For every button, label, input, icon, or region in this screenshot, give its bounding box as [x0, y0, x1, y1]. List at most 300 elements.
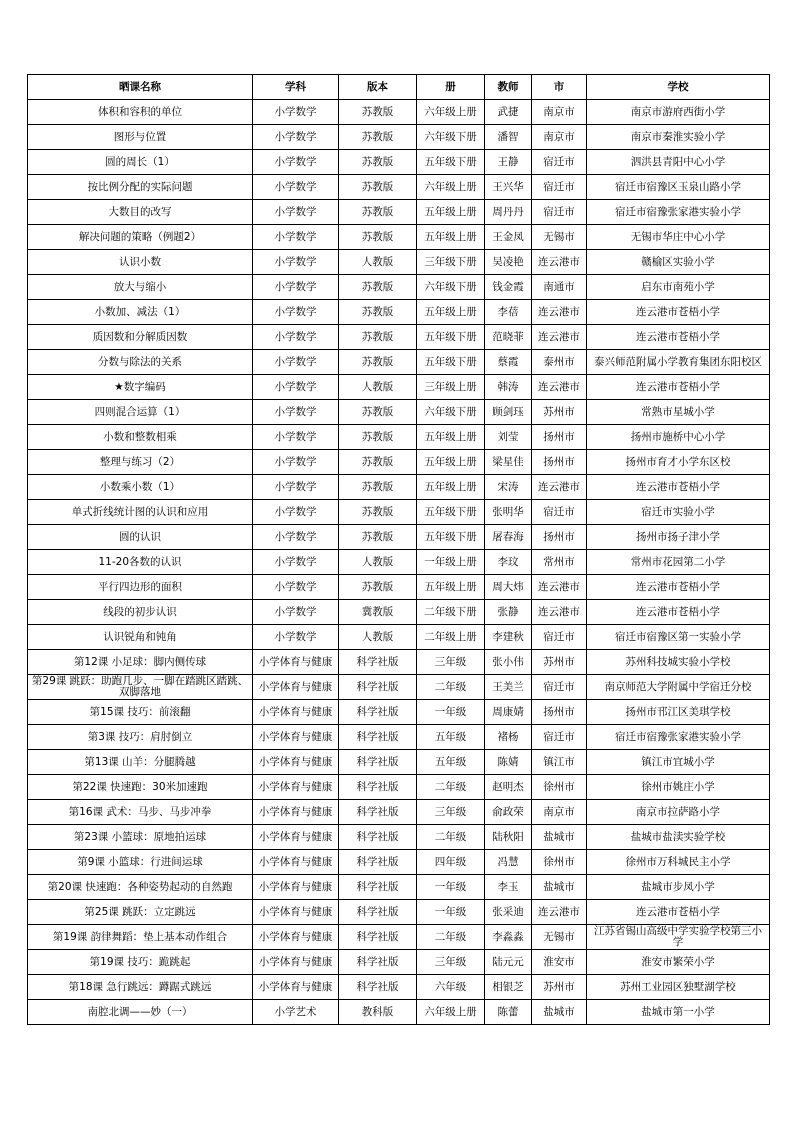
cell-subject: 小学体育与健康 [253, 700, 339, 725]
cell-volume: 五年级上册 [417, 475, 485, 500]
cell-course-name: 第29课 跳跃：助跑几步、一脚在踏跳区踏跳、双脚落地 [28, 675, 253, 700]
cell-school: 无锡市华庄中心小学 [587, 225, 770, 250]
cell-city: 常州市 [532, 550, 587, 575]
cell-course-name: 第22课 快速跑：30米加速跑 [28, 775, 253, 800]
cell-school: 盐城市步凤小学 [587, 875, 770, 900]
cell-volume: 五年级下册 [417, 150, 485, 175]
cell-teacher: 冯慧 [485, 850, 532, 875]
cell-subject: 小学体育与健康 [253, 975, 339, 1000]
cell-teacher: 张小伟 [485, 650, 532, 675]
cell-course-name: 第18课 急行跳远：蹲踞式跳远 [28, 975, 253, 1000]
cell-subject: 小学数学 [253, 575, 339, 600]
cell-school: 赣榆区实验小学 [587, 250, 770, 275]
cell-subject: 小学数学 [253, 525, 339, 550]
cell-city: 宿迁市 [532, 500, 587, 525]
cell-volume: 二年级上册 [417, 625, 485, 650]
cell-volume: 六年级上册 [417, 1000, 485, 1025]
cell-volume: 一年级 [417, 900, 485, 925]
cell-city: 扬州市 [532, 450, 587, 475]
cell-volume: 六年级下册 [417, 125, 485, 150]
cell-edition: 苏教版 [339, 300, 417, 325]
cell-edition: 苏教版 [339, 175, 417, 200]
table-row [28, 175, 770, 200]
cell-volume: 六年级 [417, 975, 485, 1000]
cell-city: 镇江市 [532, 750, 587, 775]
table-row [28, 575, 770, 600]
cell-subject: 小学数学 [253, 275, 339, 300]
cell-city: 无锡市 [532, 225, 587, 250]
cell-subject: 小学体育与健康 [253, 875, 339, 900]
cell-teacher: 李玟 [485, 550, 532, 575]
cell-volume: 五年级上册 [417, 425, 485, 450]
cell-teacher: 褚杨 [485, 725, 532, 750]
cell-volume: 三年级 [417, 800, 485, 825]
cell-subject: 小学体育与健康 [253, 950, 339, 975]
cell-city: 南通市 [532, 275, 587, 300]
cell-school: 南京市秦淮实验小学 [587, 125, 770, 150]
cell-city: 连云港市 [532, 575, 587, 600]
cell-edition: 人教版 [339, 375, 417, 400]
table-row [28, 500, 770, 525]
cell-course-name: 图形与位置 [28, 125, 253, 150]
cell-school: 徐州市姚庄小学 [587, 775, 770, 800]
cell-course-name: 认识小数 [28, 250, 253, 275]
table-row [28, 750, 770, 775]
table-row [28, 975, 770, 1000]
cell-course-name: 第3课 技巧：肩肘倒立 [28, 725, 253, 750]
cell-teacher: 屠春海 [485, 525, 532, 550]
cell-course-name: 小数加、减法（1） [28, 300, 253, 325]
cell-school: 扬州市邗江区美琪学校 [587, 700, 770, 725]
cell-course-name: 第9课 小篮球：行进间运球 [28, 850, 253, 875]
cell-teacher: 宋涛 [485, 475, 532, 500]
cell-school: 连云港市苍梧小学 [587, 475, 770, 500]
cell-volume: 三年级下册 [417, 250, 485, 275]
cell-school: 常州市花园第二小学 [587, 550, 770, 575]
table-row [28, 300, 770, 325]
cell-city: 苏州市 [532, 975, 587, 1000]
cell-edition: 苏教版 [339, 125, 417, 150]
cell-course-name: 大数目的改写 [28, 200, 253, 225]
cell-edition: 苏教版 [339, 450, 417, 475]
cell-volume: 六年级下册 [417, 400, 485, 425]
cell-volume: 六年级上册 [417, 175, 485, 200]
table-row [28, 425, 770, 450]
header-edition: 版本 [339, 75, 417, 100]
cell-edition: 科学社版 [339, 850, 417, 875]
cell-subject: 小学数学 [253, 500, 339, 525]
cell-teacher: 王美兰 [485, 675, 532, 700]
cell-course-name: 11-20各数的认识 [28, 550, 253, 575]
cell-school: 江苏省锡山高级中学实验学校第三小学 [587, 925, 770, 950]
cell-school: 盐城市第一小学 [587, 1000, 770, 1025]
cell-course-name: 小数和整数相乘 [28, 425, 253, 450]
cell-subject: 小学数学 [253, 225, 339, 250]
table-row [28, 125, 770, 150]
cell-city: 徐州市 [532, 775, 587, 800]
cell-teacher: 张静 [485, 600, 532, 625]
cell-school: 镇江市宜城小学 [587, 750, 770, 775]
cell-course-name: 第16课 武术：马步、马步冲拳 [28, 800, 253, 825]
header-course-name: 晒课名称 [28, 75, 253, 100]
cell-edition: 苏教版 [339, 200, 417, 225]
cell-teacher: 王金凤 [485, 225, 532, 250]
cell-course-name: 认识锐角和钝角 [28, 625, 253, 650]
cell-volume: 四年级 [417, 850, 485, 875]
cell-edition: 人教版 [339, 625, 417, 650]
cell-edition: 科学社版 [339, 775, 417, 800]
cell-teacher: 钱金霞 [485, 275, 532, 300]
cell-teacher: 顾剑珏 [485, 400, 532, 425]
table-row [28, 800, 770, 825]
cell-subject: 小学数学 [253, 125, 339, 150]
cell-edition: 科学社版 [339, 725, 417, 750]
cell-volume: 一年级 [417, 700, 485, 725]
cell-edition: 教科版 [339, 1000, 417, 1025]
table-row [28, 675, 770, 700]
cell-subject: 小学体育与健康 [253, 750, 339, 775]
cell-edition: 苏教版 [339, 225, 417, 250]
cell-volume: 五年级下册 [417, 325, 485, 350]
cell-teacher: 吴凌艳 [485, 250, 532, 275]
cell-edition: 科学社版 [339, 700, 417, 725]
cell-edition: 科学社版 [339, 900, 417, 925]
cell-city: 宿迁市 [532, 150, 587, 175]
cell-subject: 小学体育与健康 [253, 725, 339, 750]
cell-edition: 苏教版 [339, 500, 417, 525]
cell-city: 连云港市 [532, 375, 587, 400]
cell-city: 扬州市 [532, 425, 587, 450]
cell-teacher: 俞政荣 [485, 800, 532, 825]
cell-school: 苏州工业园区独墅湖学校 [587, 975, 770, 1000]
cell-school: 南京市游府西街小学 [587, 100, 770, 125]
cell-city: 盐城市 [532, 1000, 587, 1025]
table-row [28, 850, 770, 875]
cell-city: 苏州市 [532, 400, 587, 425]
cell-teacher: 李玉 [485, 875, 532, 900]
cell-subject: 小学体育与健康 [253, 775, 339, 800]
table-header-row [28, 75, 770, 100]
cell-edition: 科学社版 [339, 925, 417, 950]
cell-school: 扬州市育才小学东区校 [587, 450, 770, 475]
cell-school: 宿迁市实验小学 [587, 500, 770, 525]
cell-course-name: 第19课 韵律舞蹈：垫上基本动作组合 [28, 925, 253, 950]
cell-course-name: 第15课 技巧：前滚翻 [28, 700, 253, 725]
cell-course-name: 圆的认识 [28, 525, 253, 550]
cell-teacher: 蔡霞 [485, 350, 532, 375]
cell-city: 南京市 [532, 100, 587, 125]
cell-city: 宿迁市 [532, 200, 587, 225]
cell-school: 扬州市施桥中心小学 [587, 425, 770, 450]
cell-subject: 小学数学 [253, 375, 339, 400]
table-row [28, 100, 770, 125]
cell-volume: 六年级下册 [417, 275, 485, 300]
cell-city: 宿迁市 [532, 625, 587, 650]
cell-subject: 小学数学 [253, 325, 339, 350]
table-row [28, 825, 770, 850]
cell-teacher: 陈婧 [485, 750, 532, 775]
cell-edition: 苏教版 [339, 425, 417, 450]
cell-teacher: 李蓓 [485, 300, 532, 325]
cell-school: 南京市拉萨路小学 [587, 800, 770, 825]
cell-school: 苏州科技城实验小学校 [587, 650, 770, 675]
cell-course-name: 南腔北调——妙（一） [28, 1000, 253, 1025]
cell-volume: 二年级 [417, 775, 485, 800]
table-row [28, 225, 770, 250]
table-row [28, 900, 770, 925]
cell-edition: 科学社版 [339, 875, 417, 900]
cell-volume: 五年级 [417, 725, 485, 750]
cell-school: 扬州市扬子津小学 [587, 525, 770, 550]
cell-teacher: 李建秋 [485, 625, 532, 650]
cell-course-name: 第19课 技巧：跪跳起 [28, 950, 253, 975]
cell-subject: 小学数学 [253, 250, 339, 275]
cell-course-name: 分数与除法的关系 [28, 350, 253, 375]
cell-school: 连云港市苍梧小学 [587, 300, 770, 325]
cell-city: 徐州市 [532, 850, 587, 875]
header-teacher: 教师 [485, 75, 532, 100]
cell-subject: 小学数学 [253, 400, 339, 425]
cell-school: 泗洪县青阳中心小学 [587, 150, 770, 175]
cell-teacher: 武捷 [485, 100, 532, 125]
cell-city: 宿迁市 [532, 175, 587, 200]
table-row [28, 325, 770, 350]
cell-course-name: ★数字编码 [28, 375, 253, 400]
cell-city: 盐城市 [532, 875, 587, 900]
cell-edition: 科学社版 [339, 750, 417, 775]
cell-subject: 小学数学 [253, 450, 339, 475]
table-row [28, 250, 770, 275]
cell-teacher: 韩涛 [485, 375, 532, 400]
cell-subject: 小学数学 [253, 300, 339, 325]
table-row [28, 1000, 770, 1025]
header-subject: 学科 [253, 75, 339, 100]
cell-city: 苏州市 [532, 650, 587, 675]
cell-volume: 一年级上册 [417, 550, 485, 575]
table-row [28, 875, 770, 900]
cell-subject: 小学艺术 [253, 1000, 339, 1025]
table-row [28, 150, 770, 175]
header-city: 市 [532, 75, 587, 100]
table-body [28, 100, 770, 1025]
cell-volume: 五年级上册 [417, 575, 485, 600]
cell-volume: 五年级下册 [417, 525, 485, 550]
cell-course-name: 质因数和分解质因数 [28, 325, 253, 350]
cell-course-name: 圆的周长（1） [28, 150, 253, 175]
header-school: 学校 [587, 75, 770, 100]
cell-subject: 小学数学 [253, 175, 339, 200]
cell-teacher: 张采迪 [485, 900, 532, 925]
cell-volume: 五年级上册 [417, 450, 485, 475]
cell-volume: 五年级下册 [417, 500, 485, 525]
cell-subject: 小学数学 [253, 550, 339, 575]
cell-school: 盐城市盐渎实验学校 [587, 825, 770, 850]
table-row [28, 350, 770, 375]
cell-edition: 科学社版 [339, 825, 417, 850]
cell-school: 常熟市星城小学 [587, 400, 770, 425]
cell-city: 连云港市 [532, 475, 587, 500]
table-row [28, 400, 770, 425]
cell-school: 宿迁市宿豫张家港实验小学 [587, 200, 770, 225]
cell-edition: 苏教版 [339, 475, 417, 500]
cell-edition: 苏教版 [339, 100, 417, 125]
cell-city: 宿迁市 [532, 725, 587, 750]
table-row [28, 950, 770, 975]
cell-city: 连云港市 [532, 300, 587, 325]
cell-edition: 苏教版 [339, 275, 417, 300]
cell-volume: 二年级下册 [417, 600, 485, 625]
cell-city: 连云港市 [532, 600, 587, 625]
cell-subject: 小学数学 [253, 200, 339, 225]
cell-subject: 小学数学 [253, 600, 339, 625]
cell-school: 连云港市苍梧小学 [587, 900, 770, 925]
cell-course-name: 按比例分配的实际问题 [28, 175, 253, 200]
cell-teacher: 周丹丹 [485, 200, 532, 225]
table-row [28, 200, 770, 225]
cell-course-name: 四则混合运算（1） [28, 400, 253, 425]
cell-subject: 小学体育与健康 [253, 675, 339, 700]
cell-city: 连云港市 [532, 325, 587, 350]
cell-teacher: 周大炜 [485, 575, 532, 600]
cell-edition: 科学社版 [339, 950, 417, 975]
cell-course-name: 体积和容积的单位 [28, 100, 253, 125]
cell-teacher: 陈蕾 [485, 1000, 532, 1025]
cell-teacher: 刘莹 [485, 425, 532, 450]
header-volume: 册 [417, 75, 485, 100]
cell-course-name: 解决问题的策略（例题2） [28, 225, 253, 250]
cell-course-name: 第23课 小篮球：原地拍运球 [28, 825, 253, 850]
table-row [28, 925, 770, 950]
cell-subject: 小学体育与健康 [253, 650, 339, 675]
cell-subject: 小学数学 [253, 475, 339, 500]
cell-teacher: 潘智 [485, 125, 532, 150]
cell-subject: 小学体育与健康 [253, 800, 339, 825]
cell-edition: 苏教版 [339, 400, 417, 425]
cell-teacher: 范晓菲 [485, 325, 532, 350]
cell-edition: 科学社版 [339, 975, 417, 1000]
cell-volume: 一年级 [417, 875, 485, 900]
cell-edition: 科学社版 [339, 800, 417, 825]
cell-subject: 小学数学 [253, 350, 339, 375]
cell-teacher: 王兴华 [485, 175, 532, 200]
table-row [28, 600, 770, 625]
cell-school: 南京师范大学附属中学宿迁分校 [587, 675, 770, 700]
cell-teacher: 张明华 [485, 500, 532, 525]
cell-volume: 六年级上册 [417, 100, 485, 125]
cell-volume: 二年级 [417, 675, 485, 700]
cell-volume: 五年级 [417, 750, 485, 775]
table-row [28, 475, 770, 500]
cell-course-name: 第25课 跳跃：立定跳远 [28, 900, 253, 925]
cell-subject: 小学体育与健康 [253, 850, 339, 875]
table-row [28, 775, 770, 800]
cell-subject: 小学体育与健康 [253, 900, 339, 925]
cell-teacher: 王静 [485, 150, 532, 175]
cell-course-name: 第20课 快速跑：各种姿势起动的自然跑 [28, 875, 253, 900]
cell-volume: 二年级 [417, 825, 485, 850]
cell-city: 淮安市 [532, 950, 587, 975]
cell-subject: 小学数学 [253, 100, 339, 125]
cell-course-name: 单式折线统计图的认识和应用 [28, 500, 253, 525]
table-row [28, 650, 770, 675]
cell-course-name: 整理与练习（2） [28, 450, 253, 475]
cell-city: 南京市 [532, 125, 587, 150]
cell-city: 连云港市 [532, 250, 587, 275]
cell-course-name: 第13课 山羊：分腿腾越 [28, 750, 253, 775]
cell-school: 宿迁市宿豫区玉泉山路小学 [587, 175, 770, 200]
table-row [28, 525, 770, 550]
cell-city: 扬州市 [532, 700, 587, 725]
cell-volume: 二年级 [417, 925, 485, 950]
table-row [28, 700, 770, 725]
cell-school: 连云港市苍梧小学 [587, 575, 770, 600]
cell-school: 徐州市万科城民主小学 [587, 850, 770, 875]
cell-city: 南京市 [532, 800, 587, 825]
cell-course-name: 小数乘小数（1） [28, 475, 253, 500]
cell-subject: 小学数学 [253, 425, 339, 450]
cell-volume: 三年级上册 [417, 375, 485, 400]
cell-subject: 小学体育与健康 [253, 825, 339, 850]
cell-edition: 苏教版 [339, 150, 417, 175]
cell-edition: 科学社版 [339, 675, 417, 700]
cell-edition: 科学社版 [339, 650, 417, 675]
cell-school: 启东市南苑小学 [587, 275, 770, 300]
table-row [28, 375, 770, 400]
cell-edition: 冀教版 [339, 600, 417, 625]
cell-school: 连云港市苍梧小学 [587, 375, 770, 400]
cell-city: 无锡市 [532, 925, 587, 950]
cell-course-name: 线段的初步认识 [28, 600, 253, 625]
cell-city: 盐城市 [532, 825, 587, 850]
cell-volume: 五年级上册 [417, 200, 485, 225]
cell-subject: 小学体育与健康 [253, 925, 339, 950]
cell-teacher: 周康婧 [485, 700, 532, 725]
cell-volume: 五年级下册 [417, 350, 485, 375]
cell-school: 宿迁市宿豫区第一实验小学 [587, 625, 770, 650]
course-table [27, 74, 770, 1025]
cell-edition: 苏教版 [339, 325, 417, 350]
cell-school: 宿迁市宿豫张家港实验小学 [587, 725, 770, 750]
cell-school: 连云港市苍梧小学 [587, 600, 770, 625]
cell-teacher: 李淼淼 [485, 925, 532, 950]
table-row [28, 550, 770, 575]
cell-subject: 小学数学 [253, 625, 339, 650]
cell-teacher: 陆秋阳 [485, 825, 532, 850]
cell-school: 连云港市苍梧小学 [587, 325, 770, 350]
cell-teacher: 相银芝 [485, 975, 532, 1000]
cell-city: 连云港市 [532, 900, 587, 925]
cell-subject: 小学数学 [253, 150, 339, 175]
cell-city: 宿迁市 [532, 675, 587, 700]
table-row [28, 450, 770, 475]
cell-volume: 五年级上册 [417, 225, 485, 250]
cell-course-name: 放大与缩小 [28, 275, 253, 300]
cell-school: 泰兴师范附属小学教育集团东阳校区 [587, 350, 770, 375]
cell-city: 扬州市 [532, 525, 587, 550]
cell-course-name: 第12课 小足球：脚内侧传球 [28, 650, 253, 675]
cell-volume: 三年级 [417, 950, 485, 975]
cell-teacher: 梁星佳 [485, 450, 532, 475]
cell-volume: 五年级上册 [417, 300, 485, 325]
cell-teacher: 陆元元 [485, 950, 532, 975]
cell-school: 淮安市繁荣小学 [587, 950, 770, 975]
cell-edition: 苏教版 [339, 350, 417, 375]
cell-edition: 人教版 [339, 250, 417, 275]
table-row [28, 625, 770, 650]
cell-city: 泰州市 [532, 350, 587, 375]
cell-teacher: 赵明杰 [485, 775, 532, 800]
cell-course-name: 平行四边形的面积 [28, 575, 253, 600]
